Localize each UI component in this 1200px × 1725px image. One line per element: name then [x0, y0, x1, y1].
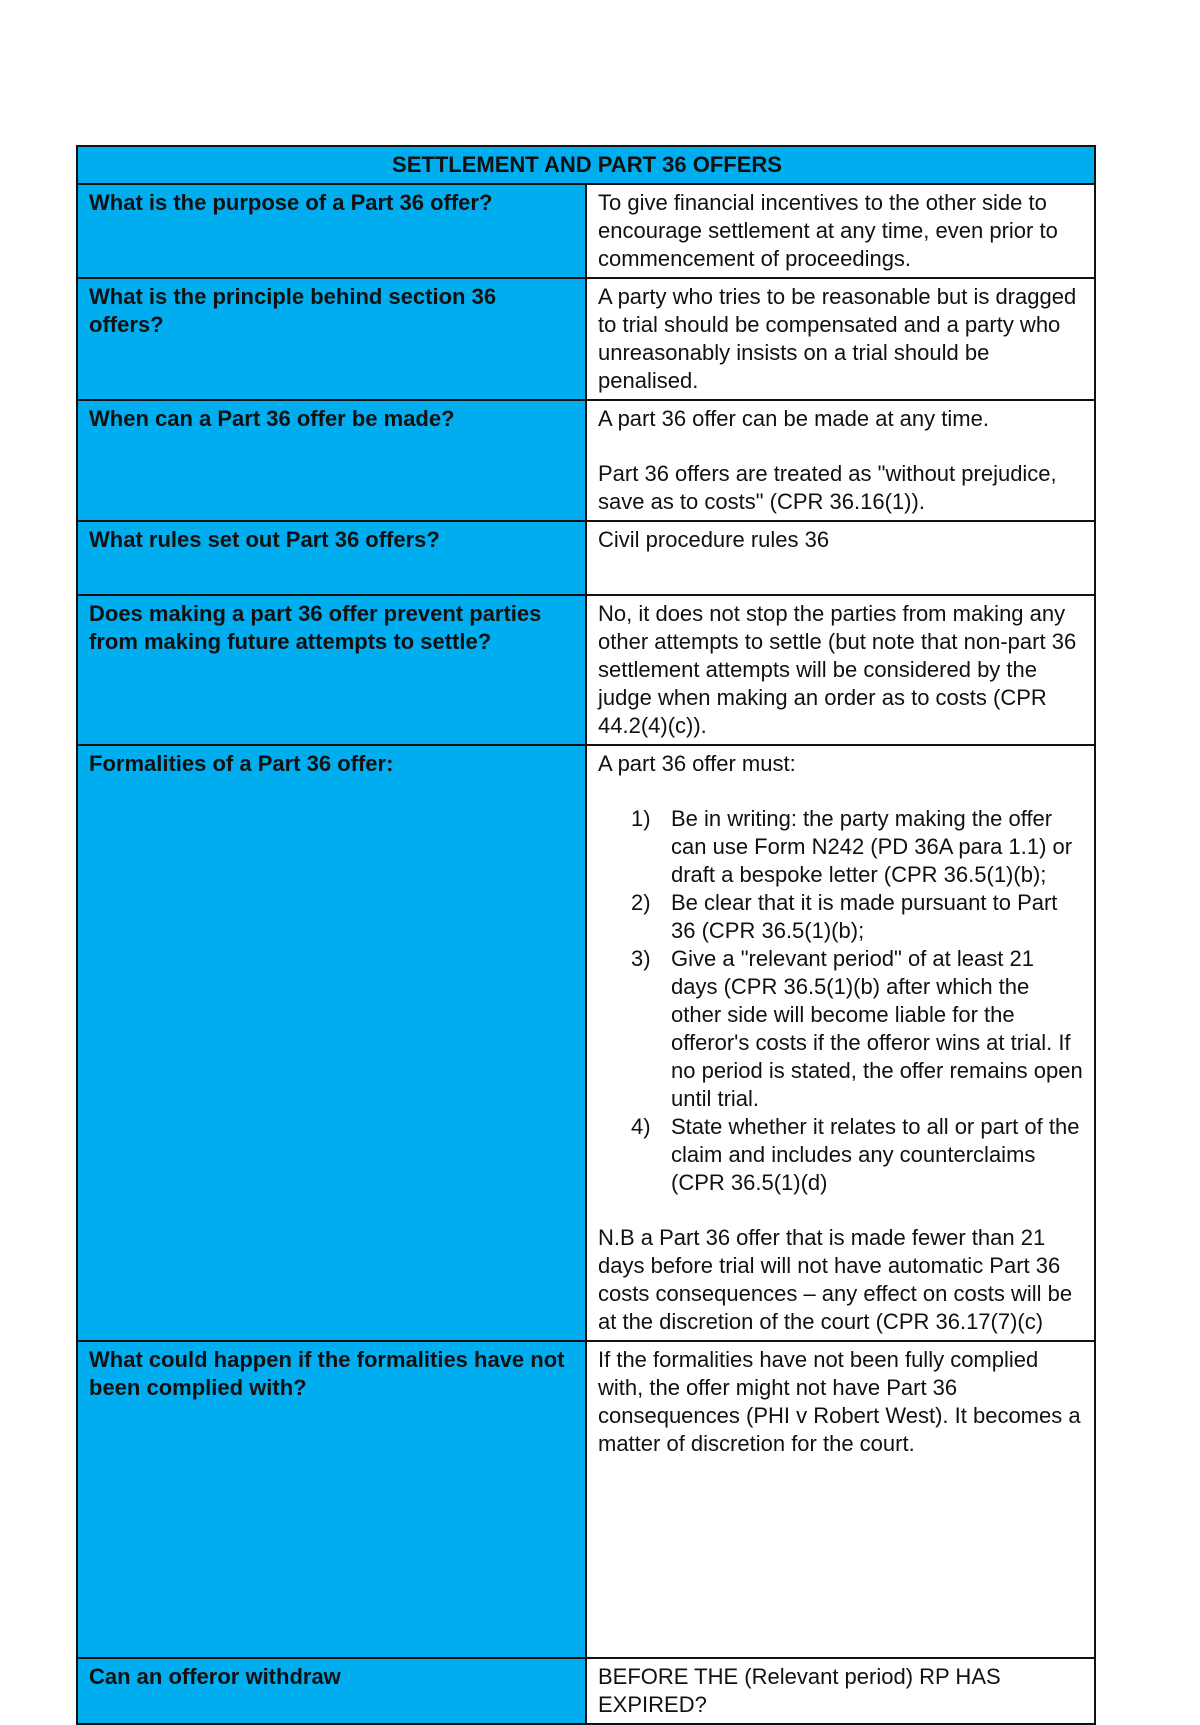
list-item — [631, 1113, 1085, 1197]
table-row — [77, 521, 1095, 595]
question-cell: What could happen if the formalities have not been complied with? — [77, 1341, 586, 1658]
answer-cell: A party who tries to be reasonable but is dragged to trial should be compensated and a party who unreasonably insists on a trial should be penalised. — [586, 278, 1095, 400]
table-row — [77, 745, 1095, 1341]
list-text: Be clear that it is made pursuant to Part 36 (CPR 36.5(1)(b); — [671, 890, 1058, 943]
notes-table — [76, 145, 1096, 1725]
list-intro: A part 36 offer must: — [598, 751, 796, 776]
answer-cell — [586, 745, 1095, 1341]
list-item — [631, 889, 1085, 945]
question-cell: Can an offeror withdraw — [77, 1658, 586, 1724]
answer-cell: If the formalities have not been fully complied with, the offer might not have Part 36 consequences (PHI v Robert West). It becomes a matter of discretion for the court. — [586, 1341, 1095, 1658]
list-number: 3) — [631, 946, 651, 971]
list-number: 2) — [631, 890, 651, 915]
answer-paragraph: A part 36 offer can be made at any time. — [598, 406, 989, 431]
question-cell: What is the purpose of a Part 36 offer? — [77, 184, 586, 278]
list-text: State whether it relates to all or part of the claim and includes any counterclaims (CPR 36.5(1)(d) — [671, 1114, 1080, 1195]
question-cell: What rules set out Part 36 offers? — [77, 521, 586, 595]
note-paragraph: N.B a Part 36 offer that is made fewer than 21 days before trial will not have automatic Part 36 costs consequences – any effect on costs will be at the discretion of the court (CPR 36.17(7)(c) — [598, 1225, 1073, 1334]
formalities-list — [598, 805, 1085, 1197]
list-number: 1) — [631, 806, 651, 831]
list-number: 4) — [631, 1114, 651, 1139]
list-item — [631, 945, 1085, 1113]
answer-paragraph: Part 36 offers are treated as "without prejudice, save as to costs" (CPR 36.16(1)). — [598, 461, 1057, 514]
answer-cell: No, it does not stop the parties from making any other attempts to settle (but note that non-part 36 settlement attempts will be considered by the judge when making an order as to costs (CPR 44.2(4)(c)). — [586, 595, 1095, 745]
list-text: Give a "relevant period" of at least 21 days (CPR 36.5(1)(b) after which the other side will become liable for the offeror's costs if the offeror wins at trial. If no period is stated, the offer remains open until trial. — [671, 946, 1083, 1111]
table-row — [77, 278, 1095, 400]
table-row — [77, 184, 1095, 278]
table-row — [77, 400, 1095, 521]
question-cell: Does making a part 36 offer prevent parties from making future attempts to settle? — [77, 595, 586, 745]
table-row — [77, 595, 1095, 745]
table-row — [77, 1341, 1095, 1658]
question-cell: Formalities of a Part 36 offer: — [77, 745, 586, 1341]
table-row — [77, 1658, 1095, 1724]
list-item — [631, 805, 1085, 889]
answer-cell: BEFORE THE (Relevant period) RP HAS EXPIRED? — [586, 1658, 1095, 1724]
question-cell: What is the principle behind section 36 offers? — [77, 278, 586, 400]
title-row — [77, 146, 1095, 184]
answer-cell: Civil procedure rules 36 — [586, 521, 1095, 595]
answer-cell — [586, 400, 1095, 521]
question-cell: When can a Part 36 offer be made? — [77, 400, 586, 521]
list-text: Be in writing: the party making the offer can use Form N242 (PD 36A para 1.1) or draft a bespoke letter (CPR 36.5(1)(b); — [671, 806, 1073, 887]
table-title: SETTLEMENT AND PART 36 OFFERS — [77, 146, 1095, 184]
answer-cell: To give financial incentives to the other side to encourage settlement at any time, even prior to commencement of proceedings. — [586, 184, 1095, 278]
